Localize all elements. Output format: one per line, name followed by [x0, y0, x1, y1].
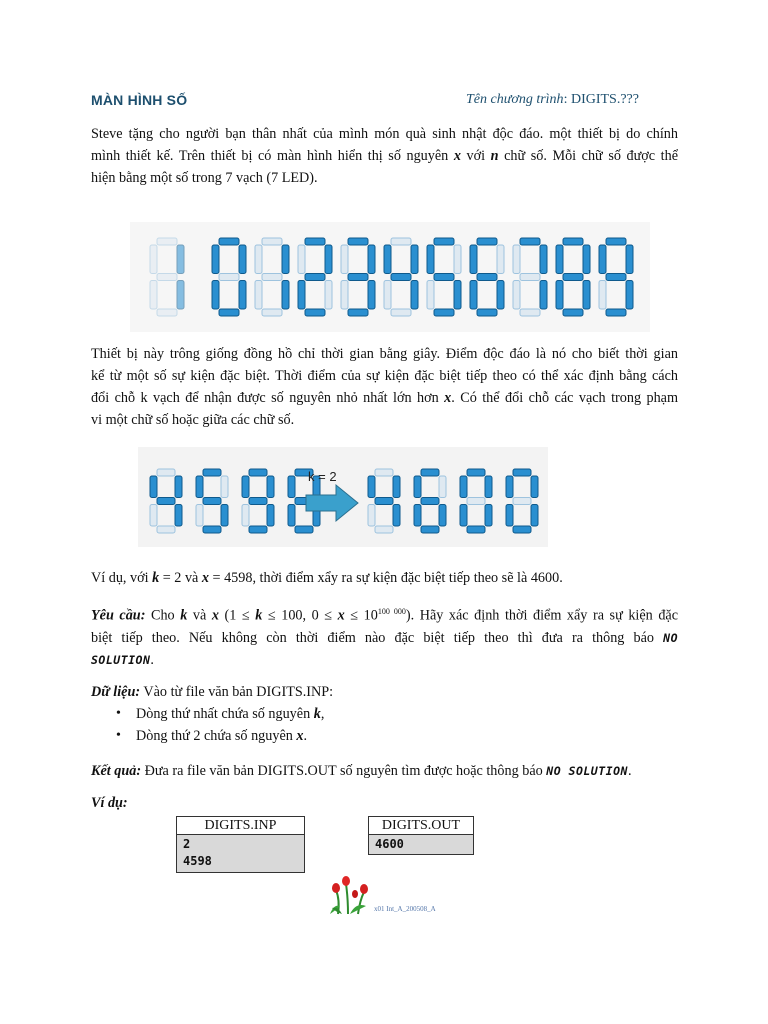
segment-c: [267, 505, 274, 527]
segment-d: [305, 309, 325, 316]
segment-e: [288, 505, 295, 527]
digit-9: [599, 238, 633, 316]
segment-f: [513, 245, 520, 274]
segment-d: [563, 309, 583, 316]
segment-f: [196, 476, 203, 498]
segment-b: [267, 476, 274, 498]
segment-a: [157, 238, 177, 245]
segment-a: [421, 469, 439, 476]
transform-digits: [138, 447, 548, 547]
transform-figure: [138, 447, 548, 547]
segment-e: [255, 281, 262, 310]
segment-e: [513, 281, 520, 310]
segment-e: [196, 505, 203, 527]
seven-segment-digits: [130, 222, 650, 332]
segment-g: [375, 498, 393, 505]
segment-b: [411, 245, 418, 274]
segment-f: [150, 476, 157, 498]
segment-e: [556, 281, 563, 310]
list-item: • Dòng thứ nhất chứa số nguyên k,: [91, 703, 678, 725]
segment-g: [203, 498, 221, 505]
segment-b: [540, 245, 547, 274]
segment-f: [384, 245, 391, 274]
input-table-content: 2 4598: [177, 835, 305, 873]
segment-b: [239, 245, 246, 274]
digit-0: [212, 238, 246, 316]
segment-e: [341, 281, 348, 310]
segment-a: [348, 238, 368, 245]
to-digit-0: [460, 469, 492, 533]
segment-a: [375, 469, 393, 476]
digit-3: [341, 238, 375, 316]
segment-d: [348, 309, 368, 316]
list-item: • Dòng thứ 2 chứa số nguyên x.: [91, 725, 678, 747]
segment-c: [439, 505, 446, 527]
segment-a: [391, 238, 411, 245]
footer-code: x01 Int_A_200508_A: [374, 905, 436, 913]
segment-c: [221, 505, 228, 527]
segment-g: [249, 498, 267, 505]
segment-f: [460, 476, 467, 498]
segment-d: [203, 526, 221, 533]
output-table-header: DIGITS.OUT: [369, 817, 474, 835]
segment-e: [460, 505, 467, 527]
output-label: Kết quả:: [91, 763, 142, 779]
segment-a: [219, 238, 239, 245]
segment-a: [467, 469, 485, 476]
segment-b: [583, 245, 590, 274]
segment-f: [427, 245, 434, 274]
from-digit-9: [242, 469, 274, 533]
segment-g: [219, 274, 239, 281]
page-title: MÀN HÌNH SỐ: [91, 92, 188, 108]
segment-c: [485, 505, 492, 527]
segment-d: [157, 526, 175, 533]
segment-b: [177, 245, 184, 274]
segment-d: [157, 309, 177, 316]
segment-c: [368, 281, 375, 310]
segment-b: [485, 476, 492, 498]
segment-b: [393, 476, 400, 498]
segment-g: [262, 274, 282, 281]
arrow-label: k = 2: [308, 469, 337, 484]
segment-d: [391, 309, 411, 316]
segment-c: [540, 281, 547, 310]
to-digit-6: [414, 469, 446, 533]
segment-a: [563, 238, 583, 245]
segment-g: [157, 274, 177, 281]
segment-c: [626, 281, 633, 310]
segment-f: [212, 245, 219, 274]
segment-e: [150, 505, 157, 527]
segment-c: [177, 281, 184, 310]
segment-f: [341, 245, 348, 274]
segment-d: [467, 526, 485, 533]
segment-a: [520, 238, 540, 245]
segment-a: [434, 238, 454, 245]
segment-g: [520, 274, 540, 281]
requirement-paragraph: Yêu cầu: Cho k và x (1 ≤ k ≤ 100, $0 \le x \le 10^{100 000}$). Hãy xác định thời điểm xẩy ra sự kiện đặc biệt tiếp theo. Nếu không còn thời điểm nào đặc biệt tiếp theo thì đưa ra thông báo NO SOLUTION.: [91, 607, 679, 668]
segment-c: [531, 505, 538, 527]
segment-e: [506, 505, 513, 527]
segment-f: [414, 476, 421, 498]
segment-d: [262, 309, 282, 316]
segment-f: [255, 245, 262, 274]
segment-a: [203, 469, 221, 476]
segment-e: [414, 505, 421, 527]
segment-e: [599, 281, 606, 310]
segment-e: [242, 505, 249, 527]
segment-d: [375, 526, 393, 533]
segment-d: [477, 309, 497, 316]
digit-4: [384, 238, 418, 316]
segment-c: [175, 505, 182, 527]
segment-b: [531, 476, 538, 498]
segment-f: [599, 245, 606, 274]
segment-g: [421, 498, 439, 505]
digit-6: [470, 238, 504, 316]
segment-b: [368, 245, 375, 274]
input-label: Dữ liệu:: [91, 684, 141, 700]
segment-c: [325, 281, 332, 310]
input-section: Dữ liệu: Vào từ file văn bản DIGITS.INP: • Dòng thứ nhất chứa số nguyên k, • Dòng thứ 2 chứa số nguyên x.: [91, 681, 678, 747]
segment-d: [421, 526, 439, 533]
seven-segment-figure: [130, 222, 650, 332]
segment-f: [470, 245, 477, 274]
segment-f: [242, 476, 249, 498]
flower-logo-icon: [326, 870, 372, 916]
segment-g: [563, 274, 583, 281]
input-bullet-list: [91, 703, 678, 747]
description-paragraph: Thiết bị này trông giống đồng hồ chỉ thời gian bằng giây. Điểm độc đáo là nó cho biết thời gian kể từ một số sự kiện đặc biệt. Thời điểm của sự kiện đặc biệt tiếp theo có thể xác định bằng cách đổi chỗ k vạch để nhận được số nguyên nhỏ nhất lớn hơn x. Có thể đổi chỗ các vạch trong phạm vi một chữ số hoặc giữa các chữ số.: [91, 346, 679, 428]
program-name: Tên chương trình: DIGITS.???: [466, 92, 639, 107]
segment-e: [212, 281, 219, 310]
from-digit-4: [150, 469, 182, 533]
digit-1: [255, 238, 289, 316]
segment-g: [477, 274, 497, 281]
segment-b: [626, 245, 633, 274]
digit-8: [556, 238, 590, 316]
segment-d: [606, 309, 626, 316]
segment-g: [434, 274, 454, 281]
segment-g: [513, 498, 531, 505]
segment-d: [219, 309, 239, 316]
from-digit-5: [196, 469, 228, 533]
segment-g: [606, 274, 626, 281]
segment-e: [384, 281, 391, 310]
segment-b: [175, 476, 182, 498]
segment-g: [157, 498, 175, 505]
segment-b: [325, 245, 332, 274]
segment-f: [288, 476, 295, 498]
example-label: Ví dụ:: [91, 795, 128, 811]
segment-c: [239, 281, 246, 310]
segment-b: [497, 245, 504, 274]
output-table-content: 4600: [369, 835, 474, 855]
segment-c: [411, 281, 418, 310]
input-example-table: [176, 816, 305, 873]
segment-c: [282, 281, 289, 310]
digit-5: [427, 238, 461, 316]
digit-1: [150, 238, 184, 316]
segment-e: [150, 281, 157, 310]
segment-g: [348, 274, 368, 281]
segment-f: [556, 245, 563, 274]
segment-e: [368, 505, 375, 527]
segment-a: [157, 469, 175, 476]
to-digit-0: [506, 469, 538, 533]
segment-g: [391, 274, 411, 281]
digit-7: [513, 238, 547, 316]
segment-d: [434, 309, 454, 316]
intro-paragraph: Steve tặng cho người bạn thân nhất của mình món quà sinh nhật độc đáo. một thiết bị do chính mình thiết kế. Trên thiết bị có màn hình hiển thị số nguyên x với n chữ số. Mỗi chữ số được thể hiện bằng một số trong 7 vạch (7 LED).: [91, 126, 678, 186]
segment-b: [454, 245, 461, 274]
segment-c: [454, 281, 461, 310]
input-table-header: DIGITS.INP: [177, 817, 305, 835]
segment-b: [221, 476, 228, 498]
segment-c: [497, 281, 504, 310]
digit-2: [298, 238, 332, 316]
segment-e: [298, 281, 305, 310]
segment-f: [150, 245, 157, 274]
segment-e: [427, 281, 434, 310]
segment-a: [262, 238, 282, 245]
to-digit-4: [368, 469, 400, 533]
segment-d: [249, 526, 267, 533]
segment-b: [439, 476, 446, 498]
output-section: Kết quả: Đưa ra file văn bản DIGITS.OUT số nguyên tìm được hoặc thông báo NO SOLUTION.: [91, 763, 632, 779]
segment-a: [513, 469, 531, 476]
segment-g: [467, 498, 485, 505]
segment-f: [298, 245, 305, 274]
output-example-table: [368, 816, 474, 855]
segment-c: [393, 505, 400, 527]
segment-f: [368, 476, 375, 498]
example-sentence: Ví dụ, với k = 2 và x = 4598, thời điểm xẩy ra sự kiện đặc biệt tiếp theo sẽ là 4600.: [91, 570, 563, 586]
segment-d: [513, 526, 531, 533]
segment-a: [477, 238, 497, 245]
segment-d: [520, 309, 540, 316]
segment-f: [506, 476, 513, 498]
requirement-label: Yêu cầu:: [91, 607, 146, 624]
segment-a: [606, 238, 626, 245]
segment-g: [305, 274, 325, 281]
segment-a: [249, 469, 267, 476]
segment-d: [295, 526, 313, 533]
segment-e: [470, 281, 477, 310]
segment-a: [305, 238, 325, 245]
segment-c: [583, 281, 590, 310]
segment-b: [282, 245, 289, 274]
